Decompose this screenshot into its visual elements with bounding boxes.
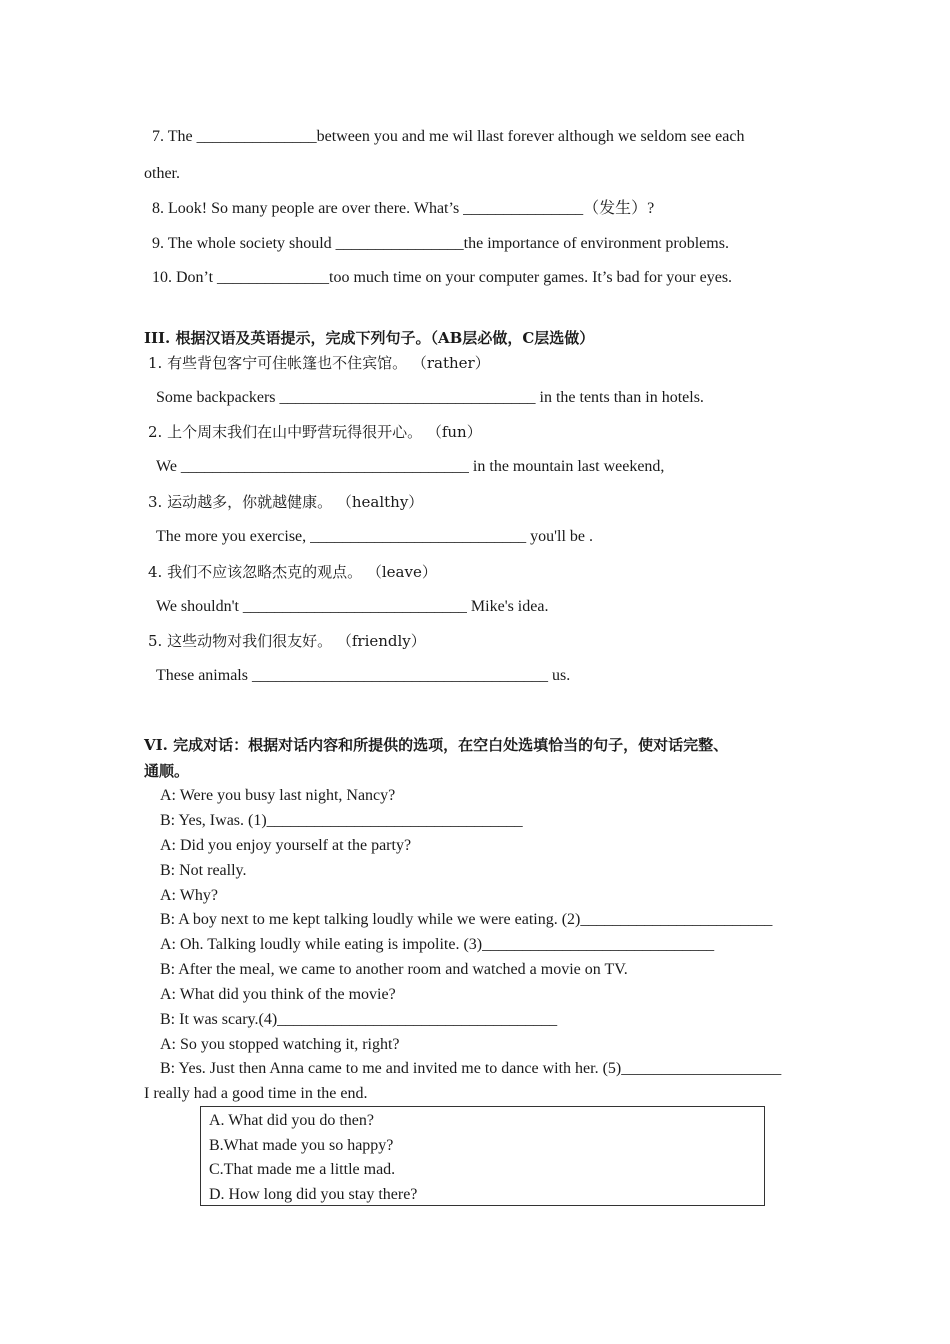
s3-item-1-answer: Some backpackers ________________________________ in the tents than in hotels. bbox=[156, 389, 704, 406]
question-10: 10. Don’t ______________too much time on your computer games. It’s bad for your eyes. bbox=[152, 269, 733, 286]
dialogue-line: A: Were you busy last night, Nancy? bbox=[160, 787, 396, 804]
question-8: 8. Look! So many people are over there. What’s _______________（发生）? bbox=[152, 200, 655, 217]
dialogue-line: A: Why? bbox=[160, 887, 218, 904]
s3-item-1-prompt: 1. 有些背包客宁可住帐篷也不住宾馆。 （rather） bbox=[148, 354, 490, 372]
section-3-heading: III. 根据汉语及英语提示，完成下列句子。（AB层必做，C层选做） bbox=[144, 329, 595, 347]
dialogue-line: A: Oh. Talking loudly while eating is impolite. (3)_____________________________ bbox=[160, 936, 715, 953]
question-7-line-1: 7. The _______________between you and me wil llast forever although we seldom see each bbox=[152, 128, 745, 145]
dialogue-line: A: Did you enjoy yourself at the party? bbox=[160, 837, 412, 854]
option-d: D. How long did you stay there? bbox=[209, 1186, 418, 1203]
dialogue-line: A: So you stopped watching it, right? bbox=[160, 1036, 400, 1053]
dialogue-line: B: Not really. bbox=[160, 862, 247, 879]
question-9: 9. The whole society should ________________the importance of environment problems. bbox=[152, 235, 729, 252]
dialogue-closing-line: I really had a good time in the end. bbox=[144, 1085, 368, 1102]
question-7-line-2: other. bbox=[144, 165, 180, 182]
s3-item-4-answer: We shouldn't ____________________________ Mike's idea. bbox=[156, 598, 549, 615]
s3-item-3-answer: The more you exercise, ___________________________ you'll be . bbox=[156, 528, 594, 545]
s3-item-5-answer: These animals _____________________________________ us. bbox=[156, 667, 571, 684]
s3-item-2-prompt: 2. 上个周末我们在山中野营玩得很开心。 （fun） bbox=[148, 423, 482, 441]
dialogue-line: B: Yes, Iwas. (1)________________________________ bbox=[160, 812, 523, 829]
option-b: B.What made you so happy? bbox=[209, 1137, 394, 1154]
dialogue-line: B: Yes. Just then Anna came to me and invited me to dance with her. (5)____________________ bbox=[160, 1060, 782, 1077]
s3-item-5-prompt: 5. 这些动物对我们很友好。 （friendly） bbox=[148, 632, 426, 650]
section-6-heading-line-2: 通顺。 bbox=[144, 762, 190, 780]
dialogue-line: A: What did you think of the movie? bbox=[160, 986, 396, 1003]
dialogue-line: B: A boy next to me kept talking loudly while we were eating. (2)________________________ bbox=[160, 911, 773, 928]
s3-item-4-prompt: 4. 我们不应该忽略杰克的观点。 （leave） bbox=[148, 563, 437, 581]
dialogue-line: B: After the meal, we came to another room and watched a movie on TV. bbox=[160, 961, 628, 978]
option-c: C.That made me a little mad. bbox=[209, 1161, 396, 1178]
option-a: A. What did you do then? bbox=[209, 1112, 375, 1129]
options-box bbox=[200, 1106, 765, 1206]
s3-item-2-answer: We ____________________________________ in the mountain last weekend, bbox=[156, 458, 665, 475]
dialogue-line: B: It was scary.(4)___________________________________ bbox=[160, 1011, 558, 1028]
section-6-heading-line-1: VI. 完成对话：根据对话内容和所提供的选项，在空白处选填恰当的句子，使对话完整、 bbox=[144, 736, 729, 754]
s3-item-3-prompt: 3. 运动越多，你就越健康。 （healthy） bbox=[148, 493, 424, 511]
